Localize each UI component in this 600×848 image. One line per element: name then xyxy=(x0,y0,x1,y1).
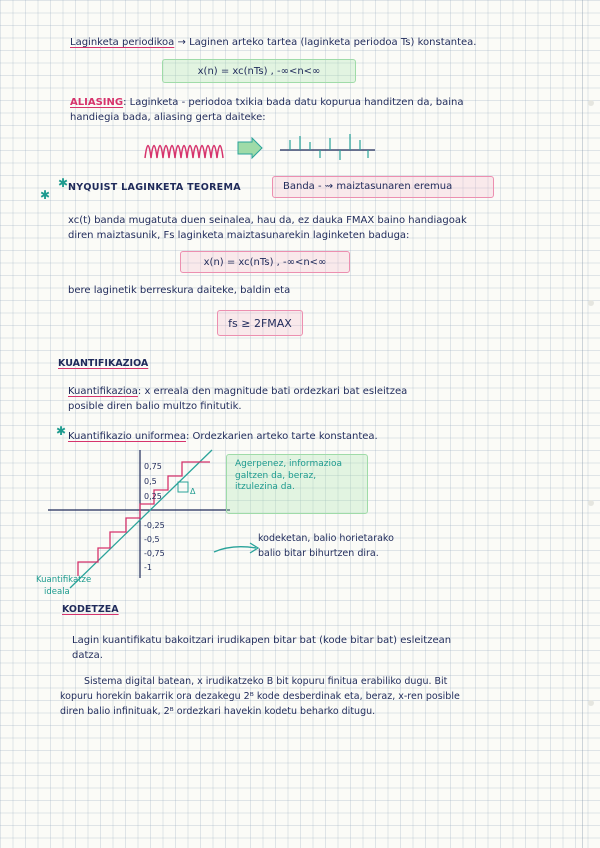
kuant-term: Kuantifikazioa xyxy=(68,386,138,397)
tick-label: -0,25 xyxy=(144,521,165,530)
aliasing-sketch xyxy=(140,128,380,168)
margin-line xyxy=(582,0,583,848)
sampling-formula: x(n) = xc(nTs) , -∞<n<∞ xyxy=(197,65,321,77)
kuant-def-line xyxy=(68,385,407,398)
codes-note-2: balio bitar bihurtzen dira. xyxy=(258,548,379,559)
aliasing-line xyxy=(70,96,464,109)
arrow-icon xyxy=(238,138,262,158)
high-frequency-wave xyxy=(145,146,223,159)
nyquist-condition-box xyxy=(217,310,303,336)
kodetzea-p2c: diren balio infinituak, 2ᴮ ordezkari havekin kodetu beharko ditugu. xyxy=(60,706,376,717)
codes-note: kodeketan, balio horietarako xyxy=(258,533,394,544)
binder-hole xyxy=(588,100,594,106)
kodetzea-p1: Lagin kuantifikatu bakoitzari irudikapen bitar bat (kode bitar bat) esleitzean xyxy=(72,635,452,646)
nyquist-line-1: xc(t) banda mugatuta duen seinalea, hau da, ez dauka FMAX baino handiagoak xyxy=(68,215,467,226)
kodetzea-p2b: kopuru horekin bakarrik ora dezakegu 2ᴮ kode desberdinak eta, beraz, x-ren posible xyxy=(60,691,460,702)
uniform-text: : Ordezkarien arteko tarte konstantea. xyxy=(185,431,378,442)
star-icon: ✱ xyxy=(40,188,51,202)
nyquist-condition: fs ≥ 2FMAX xyxy=(228,316,292,330)
ideal-line xyxy=(70,450,212,588)
curved-arrow-icon xyxy=(212,540,262,560)
band-note-box xyxy=(272,176,494,198)
binder-hole xyxy=(588,700,594,706)
periodic-sampling-heading: Laginketa periodikoa xyxy=(70,37,175,48)
kodetzea-p2: Sistema digital batean, x irudikatzeko B bit kopuru finitua erabiliko dugu. Bit xyxy=(84,676,448,687)
nyquist-line-3: bere laginetik berreskura daiteke, baldin eta xyxy=(68,285,291,296)
sampling-line xyxy=(70,36,476,49)
tick-label: -0,75 xyxy=(144,549,165,558)
uniform-line xyxy=(68,430,378,443)
nyquist-formula-box xyxy=(180,251,350,273)
kuant-section-title: KUANTIFIKAZIOA xyxy=(58,358,149,369)
info-loss-note: Agerpenez, informazioa galtzen da, beraz, itzulezina da. xyxy=(235,459,342,493)
nyquist-line-2: diren maiztasunik, Fs laginketa maiztasunarekin laginketen baduga: xyxy=(68,230,410,241)
aliasing-text: : Laginketa - periodoa txikia bada datu kopurua handitzen da, baina xyxy=(123,97,464,108)
uniform-term: Kuantifikazio uniformea xyxy=(68,431,186,442)
tick-label: 0,5 xyxy=(144,477,157,486)
info-loss-box xyxy=(226,454,368,514)
tick-label: 0,25 xyxy=(144,492,162,501)
sampling-formula-box xyxy=(162,59,356,83)
tick-label: 0,75 xyxy=(144,462,162,471)
kuant-def: : x erreala den magnitude bati ordezkari bat esleitzea xyxy=(137,386,408,397)
aliasing-text-2: handiegia bada, aliasing gerta daiteke: xyxy=(70,112,266,123)
star-icon: ✱ xyxy=(56,424,67,438)
ideal-quantization-label-2: ideala xyxy=(44,587,70,597)
periodic-sampling-text: Laginen arteko tartea (laginketa periodoa Ts) konstantea. xyxy=(189,37,477,48)
binder-hole xyxy=(588,500,594,506)
band-note: Banda - ⇝ maiztasunaren eremua xyxy=(283,181,453,192)
nyquist-formula: x(n) = xc(nTs) , -∞<n<∞ xyxy=(203,256,327,268)
nyquist-title: NYQUIST LAGINKETA TEOREMA xyxy=(68,182,241,193)
kodetzea-p1b: datza. xyxy=(72,650,103,661)
kodetzea-section-title: KODETZEA xyxy=(62,604,119,615)
sample-stems xyxy=(290,134,368,160)
star-icon: ✱ xyxy=(58,176,69,190)
binder-hole xyxy=(588,300,594,306)
aliasing-label: ALIASING xyxy=(70,97,124,108)
ideal-quantization-label: Kuantifikatze xyxy=(36,575,92,585)
delta-label: Δ xyxy=(190,487,196,496)
kuant-def-line-2: posible diren balio multzo finitutik. xyxy=(68,401,242,412)
tick-label: -1 xyxy=(144,563,152,572)
tick-label: -0,5 xyxy=(144,535,160,544)
delta-step xyxy=(178,482,188,492)
arrow: → xyxy=(177,37,186,48)
